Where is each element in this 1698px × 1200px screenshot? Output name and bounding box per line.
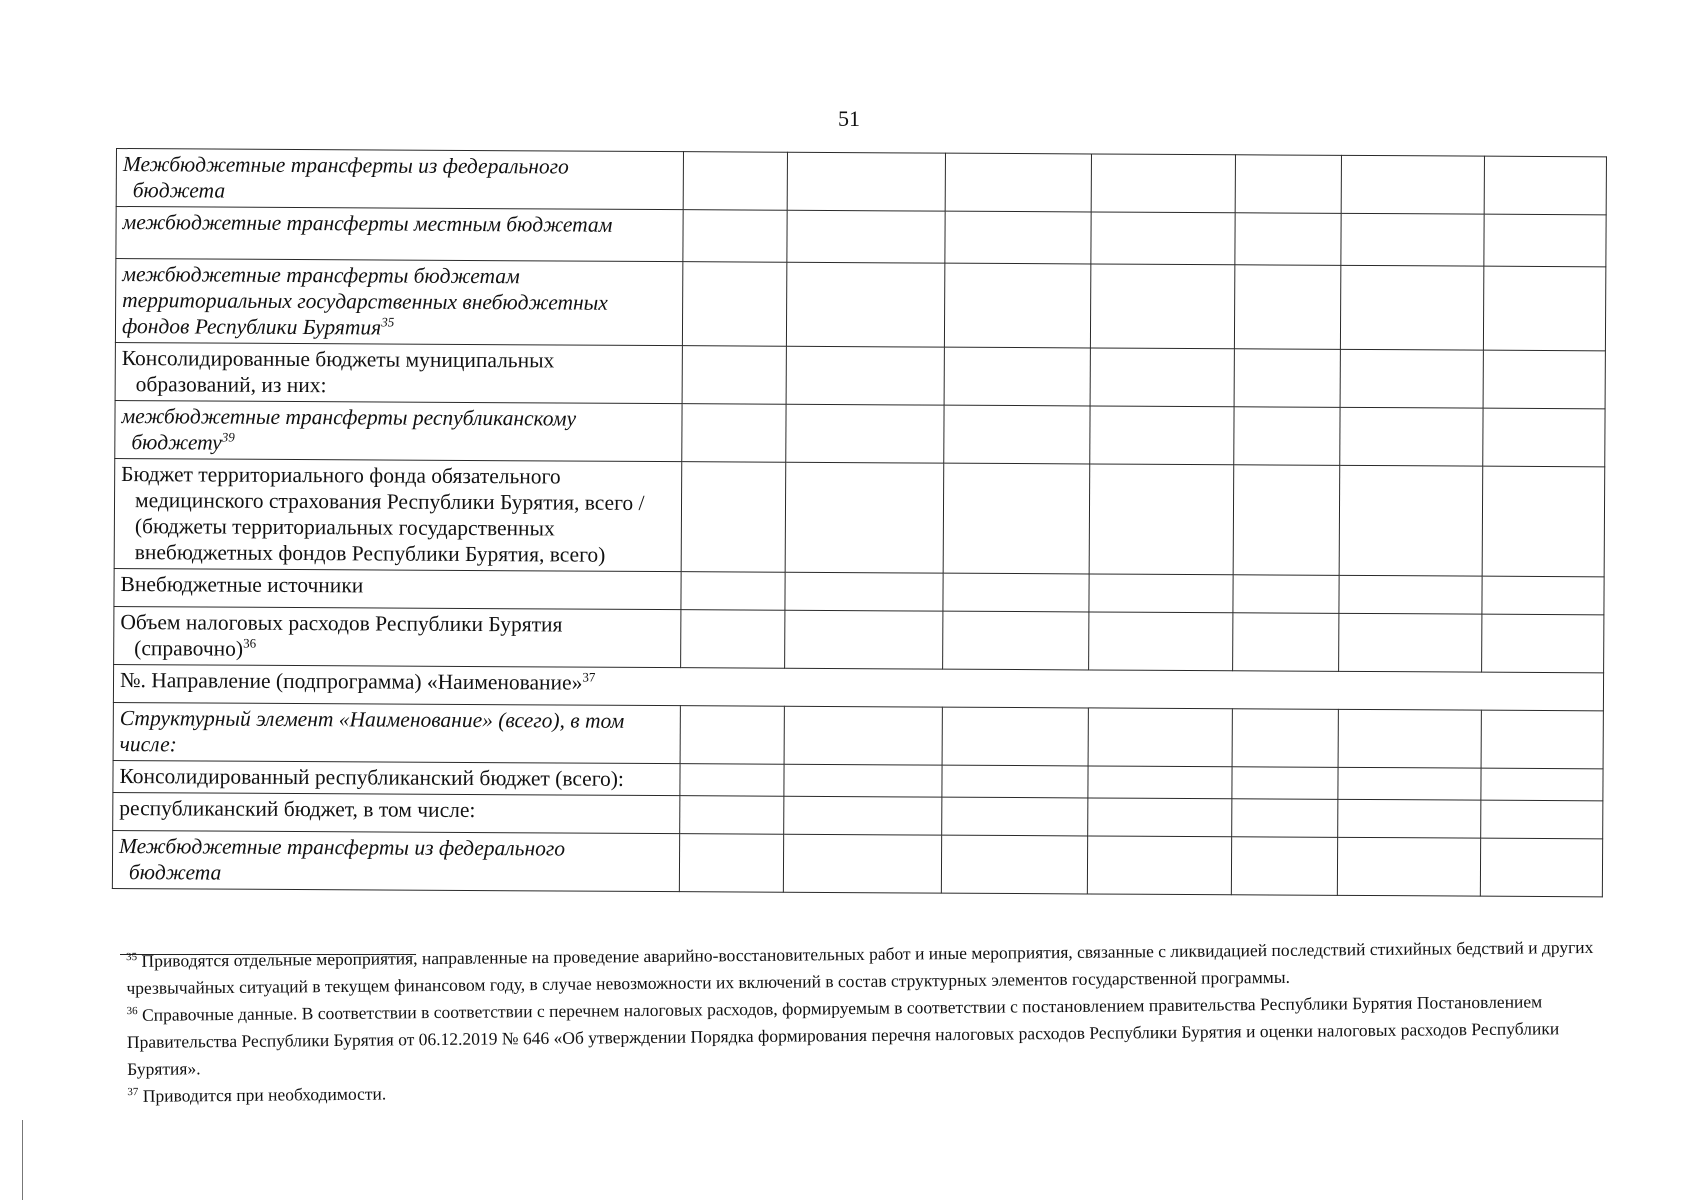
budget-table [112,148,1607,897]
row-label-line: Межбюджетные трансферты из федерального [119,834,566,861]
value-cell [944,347,1090,406]
value-cell [1091,154,1235,213]
footnote-ref: 39 [221,429,235,445]
value-cell [943,463,1090,574]
value-cell [1090,406,1234,465]
value-cell [1088,766,1232,799]
value-cell [787,210,945,263]
row-label-line: Консолидированные бюджеты муниципальных [121,346,555,373]
row-label-line: бюджета [132,178,226,203]
value-cell [1484,214,1606,267]
value-cell [1480,838,1602,897]
value-cell [784,796,942,835]
footnote-ref: 36 [243,635,257,651]
value-cell [1091,212,1235,265]
row-label [113,760,680,795]
row-label-line: числе: [119,732,177,757]
row-label-line: фондов Республики Бурятия$^{35}$ [121,314,395,340]
value-cell [1089,574,1233,613]
table-row [114,606,1604,672]
row-label-line: (бюджеты территориальных государственных [134,514,555,541]
value-cell [945,153,1091,212]
row-label [114,568,681,609]
value-cell [1089,612,1233,671]
value-cell [945,211,1091,264]
row-label-line: республиканский бюджет, в том числе: [119,796,476,823]
value-cell [1234,349,1340,408]
row-label-line: Межбюджетные трансферты из федерального [122,152,569,179]
value-cell [1338,799,1481,838]
value-cell [1233,465,1340,576]
value-cell [944,263,1090,348]
value-cell [1088,798,1232,837]
table-row [113,702,1603,768]
row-label [116,207,683,262]
value-cell [1483,266,1605,351]
table-row [112,830,1602,896]
row-label [114,606,681,667]
row-label-line: образований, из них: [135,372,327,398]
value-cell [1482,466,1605,577]
footnote-35: $^{35}$ Приводятся отдельные мероприятия, направленные на проведение аварийно-восстановительных работ и иные мероприятия, связанные с ликвидацией последствий стихийных бедствий и других чрезвычайных ситуаций в текущем финансовом году, в случае невозможности их включений в состав структурных элементов государственной программы. [126,936,1594,998]
value-cell [1481,800,1603,839]
value-cell [1339,613,1482,672]
value-cell [682,404,786,463]
value-cell [1341,213,1484,266]
value-cell [681,610,785,669]
value-cell [682,346,786,405]
value-cell [683,210,787,263]
value-cell [1234,407,1340,466]
value-cell [1339,465,1483,576]
value-cell [786,262,944,347]
value-cell [785,610,943,669]
value-cell [942,707,1088,766]
value-cell [1232,767,1338,800]
value-cell [784,706,942,765]
value-cell [784,764,942,797]
value-cell [943,611,1089,670]
value-cell [1088,708,1232,767]
row-label-line: Бюджет территориального фонда обязательного [121,462,561,489]
row-label-line: межбюджетные трансферты бюджетам [122,262,520,289]
row-label-line: бюджету$^{39}$ [131,429,235,455]
footnote-ref: 35 [381,314,395,330]
value-cell [1233,613,1339,672]
row-label-line: бюджета [128,860,222,885]
value-cell [785,572,943,611]
value-cell [783,834,941,893]
value-cell [1337,837,1480,896]
footnote-37: $^{37}$ Приводится при необходимости. [127,1083,387,1106]
value-cell [944,405,1090,464]
row-label-line: внебюджетных фондов Республики Бурятия, всего) [134,540,606,567]
row-label [113,792,680,833]
row-label-line: медицинского страхования Республики Бурятия, всего / [134,488,645,515]
value-cell [1231,837,1337,896]
value-cell [1233,575,1339,614]
value-cell [1484,156,1606,215]
value-cell [680,706,784,765]
value-cell [1340,349,1483,408]
row-label [113,702,680,763]
value-cell [1235,155,1341,214]
table-row [115,259,1605,351]
row-label-line: Консолидированный республиканский бюджет (всего): [119,764,624,791]
value-cell [1087,836,1231,895]
value-cell [680,796,784,835]
row-label-line: Внебюджетные источники [120,572,364,598]
value-cell [1232,709,1338,768]
footnotes [126,934,1597,1110]
table-row [114,458,1605,576]
row-label [114,458,682,571]
footnote-ref: 37 [582,669,596,685]
value-cell [1338,767,1481,800]
value-cell [679,834,783,893]
value-cell [1090,348,1234,407]
row-label-line: межбюджетные трансферты местным бюджетам [122,210,613,237]
value-cell [1481,768,1603,801]
row-label-line: №. Направление (подпрограмма) «Наименование»$^{37}$ [119,668,596,695]
value-cell [785,462,944,573]
value-cell [1090,264,1234,349]
footnote-36: $^{36}$ Справочные данные. В соответствии в соответствии с перечнем налоговых расходов, формируемым в соответствии с постановлением правительства Республики Бурятия Постановлением Правительства Республики Бурятия от 06.12.2019 № 646 «Об утверждении Порядка формирования перечня налоговых расходов Республики Бурятия и оценки налоговых расходов Республики Бурятия». [126,991,1560,1079]
scan-margin-line [22,1120,23,1200]
value-cell [680,764,784,797]
value-cell [1235,213,1341,266]
value-cell [1483,350,1605,409]
row-label-line: Объем налоговых расходов Республики Бурятия [120,610,563,637]
row-label-line: (справочно)$^{36}$ [134,635,257,661]
table-row [115,342,1605,408]
row-label [115,342,682,403]
value-cell [1340,265,1483,350]
value-cell [1089,464,1234,575]
row-label [115,259,682,346]
value-cell [681,462,786,573]
value-cell [786,346,944,405]
value-cell [1482,614,1604,673]
value-cell [941,835,1087,894]
budget-table-container [112,148,1606,897]
value-cell [1338,709,1481,768]
value-cell [1340,407,1483,466]
row-label [116,149,683,210]
row-label-line: Структурный элемент «Наименование» (всего), в том [119,706,625,733]
table-row [116,207,1606,267]
value-cell [1482,576,1604,615]
row-label [112,830,679,891]
value-cell [1481,710,1603,769]
value-cell [1339,575,1482,614]
table-row [116,149,1606,215]
value-cell [943,573,1089,612]
row-label-line: территориальных государственных внебюджетных [122,288,608,315]
value-cell [942,765,1088,798]
value-cell [1341,155,1484,214]
value-cell [786,404,944,463]
value-cell [683,152,787,211]
table-row [115,400,1605,466]
value-cell [1483,408,1605,467]
value-cell [787,152,945,211]
value-cell [1234,265,1340,350]
value-cell [682,262,786,347]
value-cell [942,797,1088,836]
value-cell [1232,799,1338,838]
page-number: 51 [838,106,860,131]
row-label [115,400,682,461]
row-label-line: межбюджетные трансферты республиканскому [121,404,577,431]
value-cell [681,572,785,611]
